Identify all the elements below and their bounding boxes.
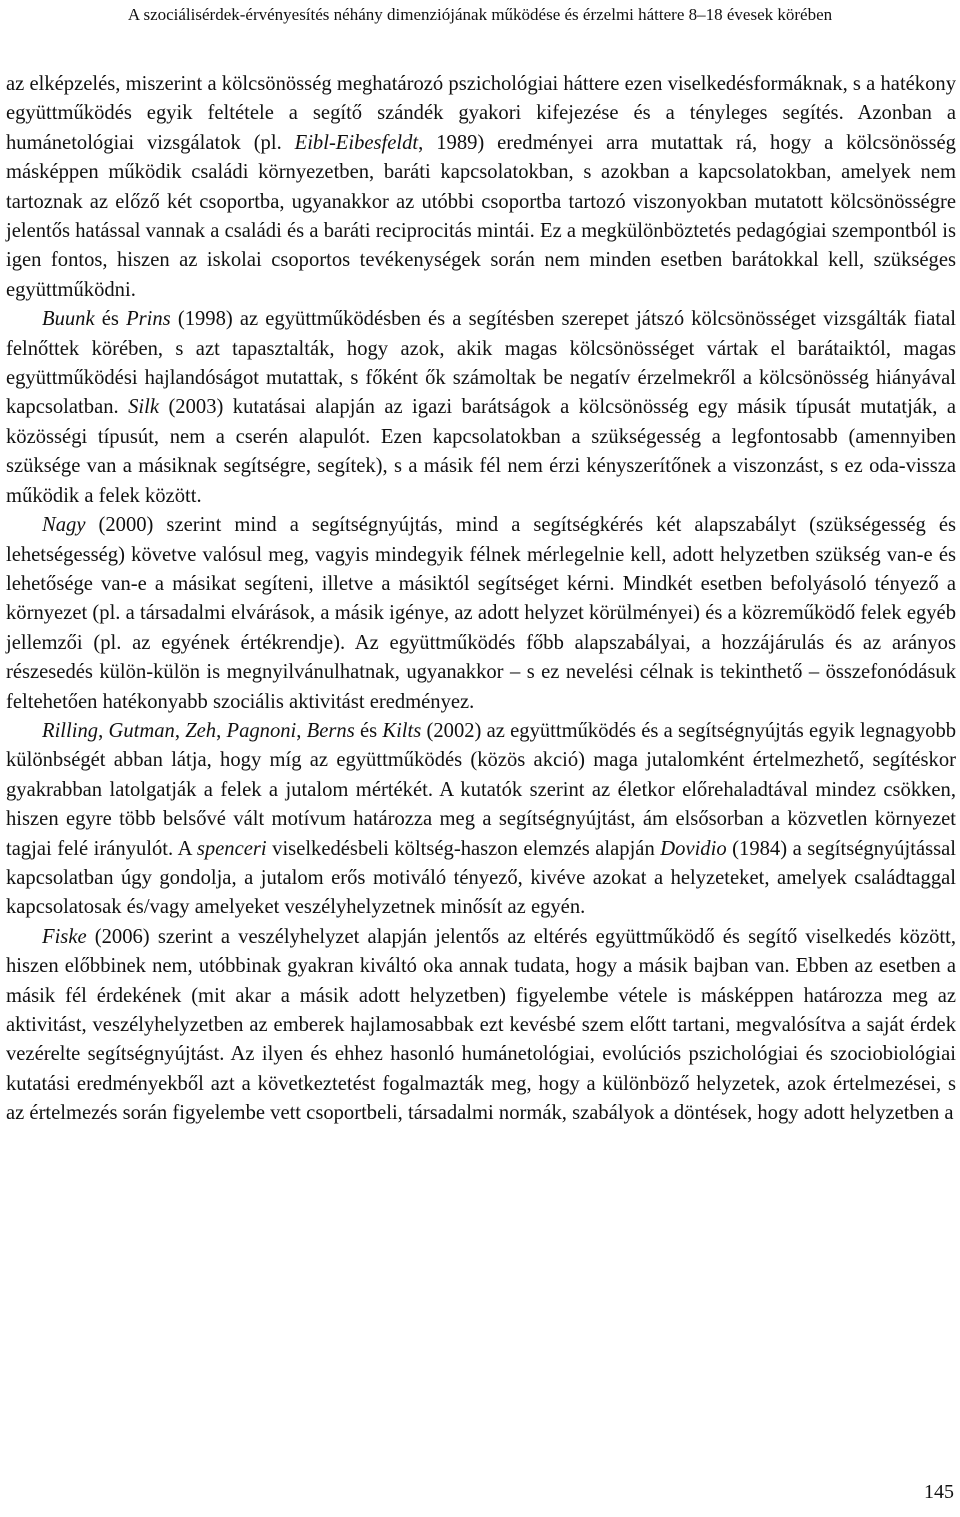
page-number: 145 bbox=[924, 1481, 954, 1503]
paragraph bbox=[6, 70, 956, 305]
text-run: (1998) az együttműködésben és a segítésben szerepet játszó kölcsönösséget vizsgálták fiatal felnőttek körében, s azt tapasztalták, hogy azok, akik magas kölcsönösséget vártak el barátaiktól, magas együttműködési hajlandóságot mutattak, s főként ők számoltak be negatív érzelmekről a kölcsönösség hiányával kapcsolatban. bbox=[6, 308, 957, 419]
paragraph bbox=[6, 511, 956, 717]
author-name: Berns bbox=[306, 719, 355, 742]
text-run: , 1989) eredményei arra mutattak rá, hogy a kölcsönösség másképpen működik családi környezetben, baráti kapcsolatokban, s azokban a kapcsolatokban, amelyek nem tartoznak az előző két csoportba, ugyanakkor az utóbbi csoportba tartozó viszonyokban mutatott kölcsönösségre jelentős hatással vannak a családi és a baráti reciprocitás mintái. Ez a megkülönböztetés pedagógiai szempontból is igen fontos, hiszen az iskolai csoportos tevékenységek során nem minden esetben barátokkal kell, szükséges együttműködni. bbox=[6, 131, 956, 301]
text-run: (2000) szerint mind a segítségnyújtás, mind a segítségkérés két alapszabályt (szükségesség és lehetségesség) követve valósul meg, vagyis mindegyik félnek mérlegelnie kell, adott helyzetben szükség van-e és lehetősége van-e a másikat segíteni, illetve a másiktól segítséget kérni. Mindkét esetben befolyásoló tényező a környezet (pl. a társadalmi elvárások, a másik igénye, az adott helyzet körülményei) és a közreműködő felek egyéb jellemzői (pl. az egyének értékrendje). Az együttműködés főbb alapszabályai, a hozzájárulás és az arányos részesedés külön-külön is megnyilvánulhatnak, ugyanakkor – s ez nevelési célnak is tekinthető – összefonódásuk feltehetően hatékonyabb szociális aktivitást eredményez. bbox=[6, 514, 956, 713]
text-run: , bbox=[296, 719, 307, 742]
author-name: Rilling bbox=[42, 719, 99, 742]
paragraph bbox=[6, 923, 956, 1129]
author-name: Buunk bbox=[42, 308, 95, 331]
author-name: Pagnoni bbox=[226, 719, 297, 742]
running-head: A szociálisérdek-érvényesítés néhány dimenziójának működése és érzelmi háttere 8–18 évesek körében bbox=[127, 5, 833, 24]
author-name: Silk bbox=[128, 396, 159, 419]
author-name: Gutman bbox=[108, 719, 175, 742]
text-run: , bbox=[216, 719, 227, 742]
author-name: Fiske bbox=[42, 925, 87, 948]
text-run: (2003) kutatásai alapján az igazi barátságok a kölcsönösség egy másik típusát mutatják, a közösségi típusút, nem a cserén alapulót. Ezen kapcsolatokban a szükségesség a legfontosabb (amennyiben szüksége van a másiknak segítségre, segítek), s a másik fél nem érzi kényszerítőnek a viszonzást, s ez oda-vissza működik a felek között. bbox=[6, 396, 956, 507]
text-run: , bbox=[98, 719, 109, 742]
author-name: Zeh bbox=[185, 719, 217, 742]
text-run: és bbox=[354, 719, 383, 742]
paragraph bbox=[6, 717, 956, 923]
text-run: és bbox=[94, 308, 127, 331]
text-run: (1984) a segítségnyújtással kapcsolatban úgy gondolja, a jutalom erős motiváló tényező, kivéve azokat a helyzeteket, amelyek családtaggal kapcsolatosak és/vagy amelyeket veszélyhelyzetnek minősít az egyén. bbox=[6, 837, 957, 919]
text-run: viselkedésbeli költség-haszon elemzés alapján bbox=[266, 837, 661, 860]
text-run: , bbox=[174, 719, 186, 742]
text-run: az elképzelés, miszerint a kölcsönösség meghatározó pszichológiai háttere ezen viselkedésformáknak, s a hatékony együttműködés egyik feltétele a segítő szándék gyakori kifejezése és a tényleges segítés. Azonban a humánetológiai vizsgálatok (pl. bbox=[6, 73, 956, 154]
author-name: Prins bbox=[126, 308, 171, 331]
paragraph bbox=[6, 305, 956, 511]
text-run: (2002) az együttműködés és a segítségnyújtás egyik legnagyobb különbségét abban látja, hogy míg az együttműködés (közös akció) maga jutalomként értelmezhető, segítéskor gyakrabban latolgatják a felek a jutalom mértékét. A kutatók szerint az életkor előrehaladtával mindez csökken, hiszen egyre több belsővé vált motívum határozza meg a segítségnyújtást, ám elsősorban a közvetlen környezet tagjai felé irányulót. A bbox=[6, 719, 957, 860]
author-name: Dovidio bbox=[660, 837, 727, 860]
author-name: spenceri bbox=[196, 837, 267, 860]
author-name: Eibl-Eibesfeldt bbox=[294, 131, 419, 154]
author-name: Kilts bbox=[382, 719, 422, 742]
body-text bbox=[6, 70, 956, 1129]
author-name: Nagy bbox=[42, 514, 86, 537]
text-run: (2006) szerint a veszélyhelyzet alapján jelentős az eltérés együttműködő és segítő viselkedés között, hiszen előbbinek nem, utóbbinak gyakran kiváltó oka annak tudata, hogy a másik bajban van. Ebben az esetben a másik fél érdekének (mit akar a másik adott helyzetben) figyelembe vétele is másképpen határozza meg az aktivitást, veszélyhelyzetben az emberek hajlamosabbak ezt kevésbé szem előtt tartani, megvalósítva a saját érdek vezérelte segítségnyújtást. Az ilyen és ehhez hasonló humánetológiai, evolúciós pszichológiai és szociobiológiai kutatási eredményekből azt a következtetést fogalmazták meg, hogy a különböző helyzetek, azok értelmezései, s az értelmezés során figyelembe vett csoportbeli, társadalmi normák, szabályok a döntések, hogy adott helyzetben a bbox=[6, 925, 956, 1125]
